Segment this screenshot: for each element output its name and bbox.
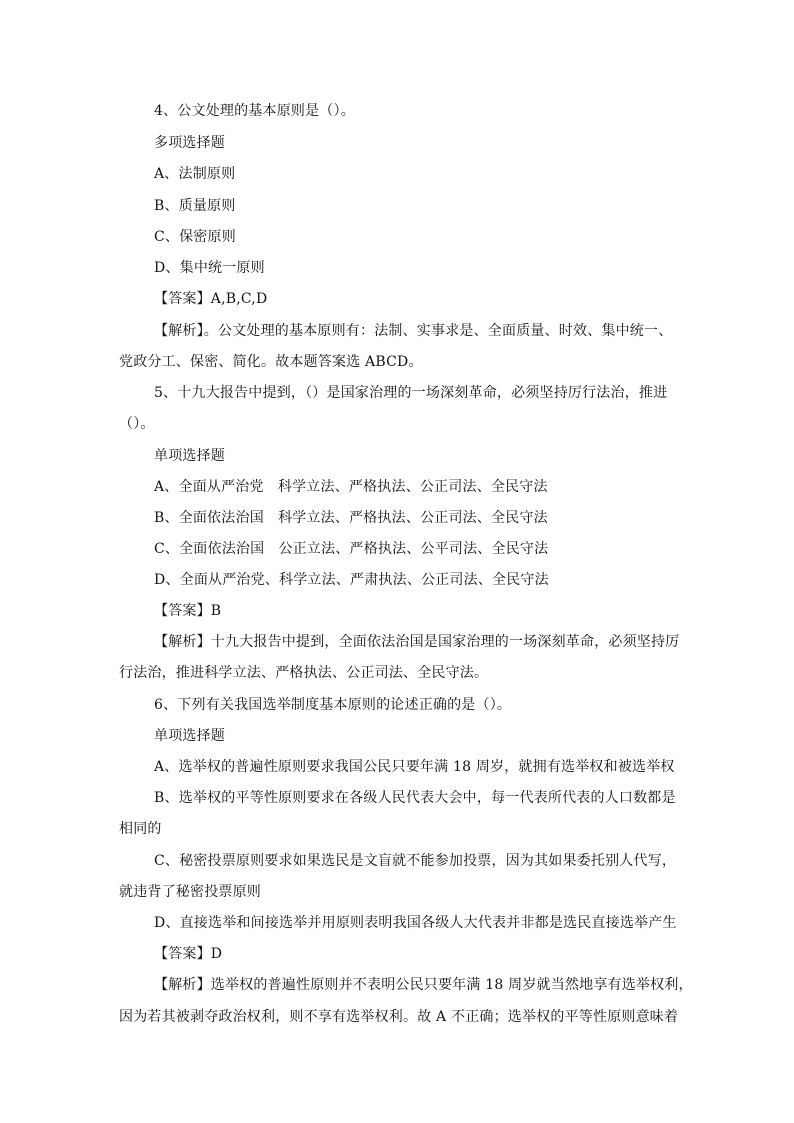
question-6-type: 单项选择题 [154,728,225,744]
question-6-option-b-line-1: B、选举权的平等性原则要求在各级人民代表大会中，每一代表所代表的人口数都是 [154,790,676,806]
question-5-option-c: C、全面依法治国 公正立法、严格执法、公平司法、全民守法 [154,541,549,557]
question-6-analysis-line-2: 因为若其被剥夺政治权利，则不享有选举权利。故 A 不正确；选举权的平等性原则意味着 [119,1009,679,1025]
question-4-option-b: B、质量原则 [154,198,236,214]
question-5-analysis-line-2: 行法治，推进科学立法、严格执法、公正司法、全民守法。 [119,665,489,681]
question-6-option-a: A、选举权的普遍性原则要求我国公民只要年满 18 周岁，就拥有选举权和被选举权 [154,759,675,775]
question-6-stem: 6、下列有关我国选举制度基本原则的论述正确的是（）。 [154,697,512,713]
question-4-option-d: D、集中统一原则 [154,260,265,276]
question-4-option-c: C、保密原则 [154,229,236,245]
question-6-option-d: D、直接选举和间接选举并用原则表明我国各级人大代表并非都是选民直接选举产生 [154,915,677,931]
question-5-option-b: B、全面依法治国 科学立法、严格执法、公正司法、全民守法 [154,510,548,526]
question-6-analysis-line-1: 【解析】选举权的普遍性原则并不表明公民只要年满 18 周岁就当然地享有选举权利， [154,977,693,993]
question-4-answer: 【答案】A,B,C,D [154,291,268,307]
question-4-analysis-line-1: 【解析】。公文处理的基本原则有：法制、实事求是、全面质量、时效、集中统一、 [154,323,673,339]
question-6-answer: 【答案】D [154,946,223,962]
question-5-stem-line-2: （）。 [119,416,155,432]
question-5-option-a: A、全面从严治党 科学立法、严格执法、公正司法、全民守法 [154,479,548,495]
question-4-analysis-line-2: 党政分工、保密、简化。故本题答案选 ABCD。 [119,354,423,370]
question-5-answer: 【答案】B [154,603,222,619]
question-5-analysis-line-1: 【解析】十九大报告中提到，全面依法治国是国家治理的一场深刻革命，必须坚持厉 [154,634,680,650]
question-4-type: 多项选择题 [154,135,225,151]
question-5-option-d: D、全面从严治党、科学立法、严肃执法、公正司法、全民守法 [154,572,549,588]
question-4-option-a: A、法制原则 [154,166,236,182]
question-4-stem: 4、公文处理的基本原则是（）。 [154,103,355,119]
question-6-option-c-line-2: 就违背了秘密投票原则 [119,884,261,900]
question-5-type: 单项选择题 [154,448,225,464]
question-6-option-b-line-2: 相同的 [119,821,162,837]
question-5-stem-line-1: 5、十九大报告中提到，（）是国家治理的一场深刻革命，必须坚持厉行法治，推进 [154,385,668,401]
question-6-option-c-line-1: C、秘密投票原则要求如果选民是文盲就不能参加投票，因为其如果委托别人代写， [154,853,677,869]
